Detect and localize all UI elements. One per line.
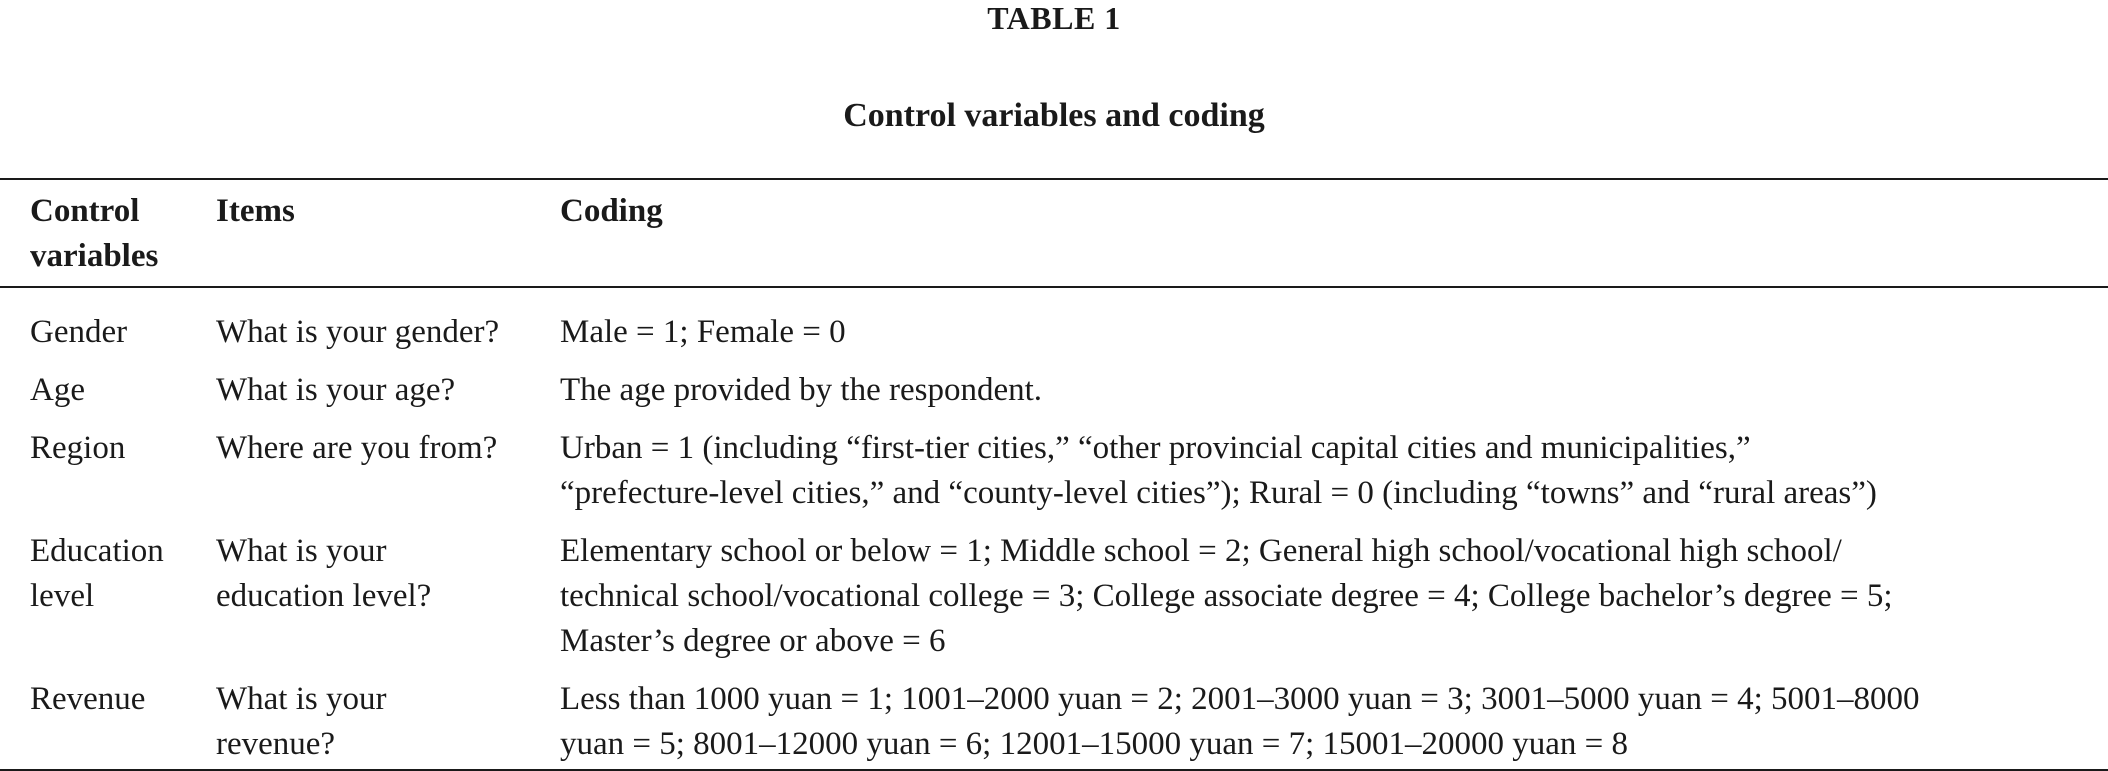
cell-line: Elementary school or below = 1; Middle school = 2; General high school/vocational high school/ <box>560 533 1842 569</box>
cell-line: yuan = 5; 8001–12000 yuan = 6; 12001–15000 yuan = 7; 15001–20000 yuan = 8 <box>560 726 1629 762</box>
table-row <box>0 516 2108 664</box>
cell-control <box>0 355 216 413</box>
cell-line: The age provided by the respondent. <box>560 372 1043 408</box>
cell-line: level <box>30 578 95 614</box>
table-body <box>0 287 2108 770</box>
header-coding: Coding <box>560 193 663 229</box>
cell-line: What is your age? <box>216 372 456 408</box>
cell-coding <box>560 355 2108 413</box>
cell-coding <box>560 516 2108 664</box>
header-control-variables <box>0 179 216 287</box>
header-control-line1: Control <box>30 193 140 229</box>
table-label: TABLE 1 <box>987 0 1121 36</box>
table-header <box>0 179 2108 287</box>
cell-item <box>216 664 560 770</box>
cell-line: What is your <box>216 533 387 569</box>
cell-item <box>216 413 560 516</box>
header-row <box>0 179 2108 287</box>
cell-line: Less than 1000 yuan = 1; 1001–2000 yuan = 2; 2001–3000 yuan = 3; 3001–5000 yuan = 4; 5001–8000 <box>560 681 1920 717</box>
control-variables-table <box>0 178 2108 771</box>
cell-coding <box>560 287 2108 355</box>
cell-control <box>0 287 216 355</box>
cell-line: Master’s degree or above = 6 <box>560 623 946 659</box>
table-row <box>0 287 2108 355</box>
cell-line: Revenue <box>30 681 146 717</box>
cell-line: Urban = 1 (including “first-tier cities,” “other provincial capital cities and municipalities,” <box>560 430 1751 466</box>
cell-line: revenue? <box>216 726 336 762</box>
cell-line: education level? <box>216 578 432 614</box>
header-control-line2: variables <box>30 238 159 274</box>
table-row <box>0 355 2108 413</box>
cell-line: “prefecture-level cities,” and “county-level cities”); Rural = 0 (including “towns” and “rural areas”) <box>560 475 1877 511</box>
cell-control <box>0 413 216 516</box>
table-row <box>0 413 2108 516</box>
cell-line: Where are you from? <box>216 430 498 466</box>
cell-line: Age <box>30 372 85 408</box>
cell-coding <box>560 413 2108 516</box>
table-caption: Control variables and coding <box>843 97 1265 134</box>
cell-line: What is your <box>216 681 387 717</box>
cell-line: Male = 1; Female = 0 <box>560 314 846 350</box>
cell-control <box>0 516 216 664</box>
cell-line: What is your gender? <box>216 314 500 350</box>
cell-line: Region <box>30 430 126 466</box>
cell-item <box>216 287 560 355</box>
cell-line: Education <box>30 533 164 569</box>
cell-line: technical school/vocational college = 3; College associate degree = 4; College bachelor’s degree = 5; <box>560 578 1893 614</box>
cell-item <box>216 516 560 664</box>
cell-item <box>216 355 560 413</box>
cell-line: Gender <box>30 314 128 350</box>
cell-coding <box>560 664 2108 770</box>
header-items: Items <box>216 193 295 229</box>
table-row <box>0 664 2108 770</box>
cell-control <box>0 664 216 770</box>
